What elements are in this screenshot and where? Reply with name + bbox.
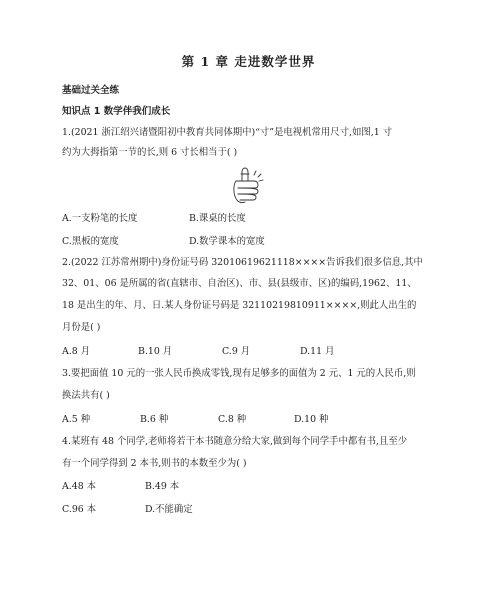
q4-text-line-2: 有一个同学得到 2 本书,则书的本数至少为( ) (62, 458, 247, 469)
q1-text-line-2: 约为大拇指第一节的长,则 6 寸长相当于( ) (62, 147, 238, 158)
q4-option-c: C.96 本 (62, 504, 97, 515)
q3-option-d: D.10 种 (294, 414, 329, 425)
q3-option-b: B.6 种 (140, 414, 169, 425)
q4-option-d: D.不能确定 (145, 504, 193, 515)
q2-text-line-2: 32、01、06 是所属的省(直辖市、自治区)、市、县(县级市、区)的编码,1962、11、 (62, 278, 417, 289)
knowledge-point-heading: 知识点 1 数学伴我们成长 (62, 106, 171, 117)
q1-option-b: B.课桌的长度 (189, 213, 246, 224)
q4-text-line-1: 4.某班有 48 个同学,老师将若干本书随意分给大家,做到每个同学手中都有书,且至少 (62, 436, 408, 447)
q3-option-a: A.5 种 (62, 414, 91, 425)
chapter-title: 第 1 章 走进数学世界 (181, 54, 316, 69)
q2-option-c: C.9 月 (222, 346, 251, 357)
section-heading: 基础过关全练 (62, 85, 120, 96)
q2-option-a: A.8 月 (62, 346, 91, 357)
q2-text-line-1: 2.(2022 江苏常州期中)身份证号码 32010619621118××××告诉我们很多信息,其中 (62, 257, 423, 268)
q1-option-d: D.数学课本的宽度 (189, 236, 265, 247)
q4-option-b: B.49 本 (145, 481, 180, 492)
q1-option-a: A.一支粉笔的长度 (62, 213, 138, 224)
q2-option-d: D.11 月 (300, 346, 335, 357)
q4-option-a: A.48 本 (62, 481, 97, 492)
thumb-icon (230, 165, 268, 205)
q2-text-line-4: 月份是( ) (62, 322, 101, 333)
q1-option-c: C.黑板的宽度 (62, 236, 119, 247)
q2-text-line-3: 18 是出生的年、月、日.某人身份证号码是 32110219810911××××,则此人出生的 (62, 300, 417, 311)
q3-text-line-2: 换法共有( ) (62, 390, 110, 401)
q2-option-b: B.10 月 (138, 346, 173, 357)
q3-option-c: C.8 种 (218, 414, 247, 425)
q3-text-line-1: 3.要把面值 10 元的一张人民币换成零钱,现有足够多的面值为 2 元、1 元的人民币,则 (62, 368, 416, 379)
q1-text-line-1: 1.(2021 浙江绍兴诸暨阳初中教育共同体期中)“寸”是电视机常用尺寸,如图,1 寸 (62, 127, 393, 138)
